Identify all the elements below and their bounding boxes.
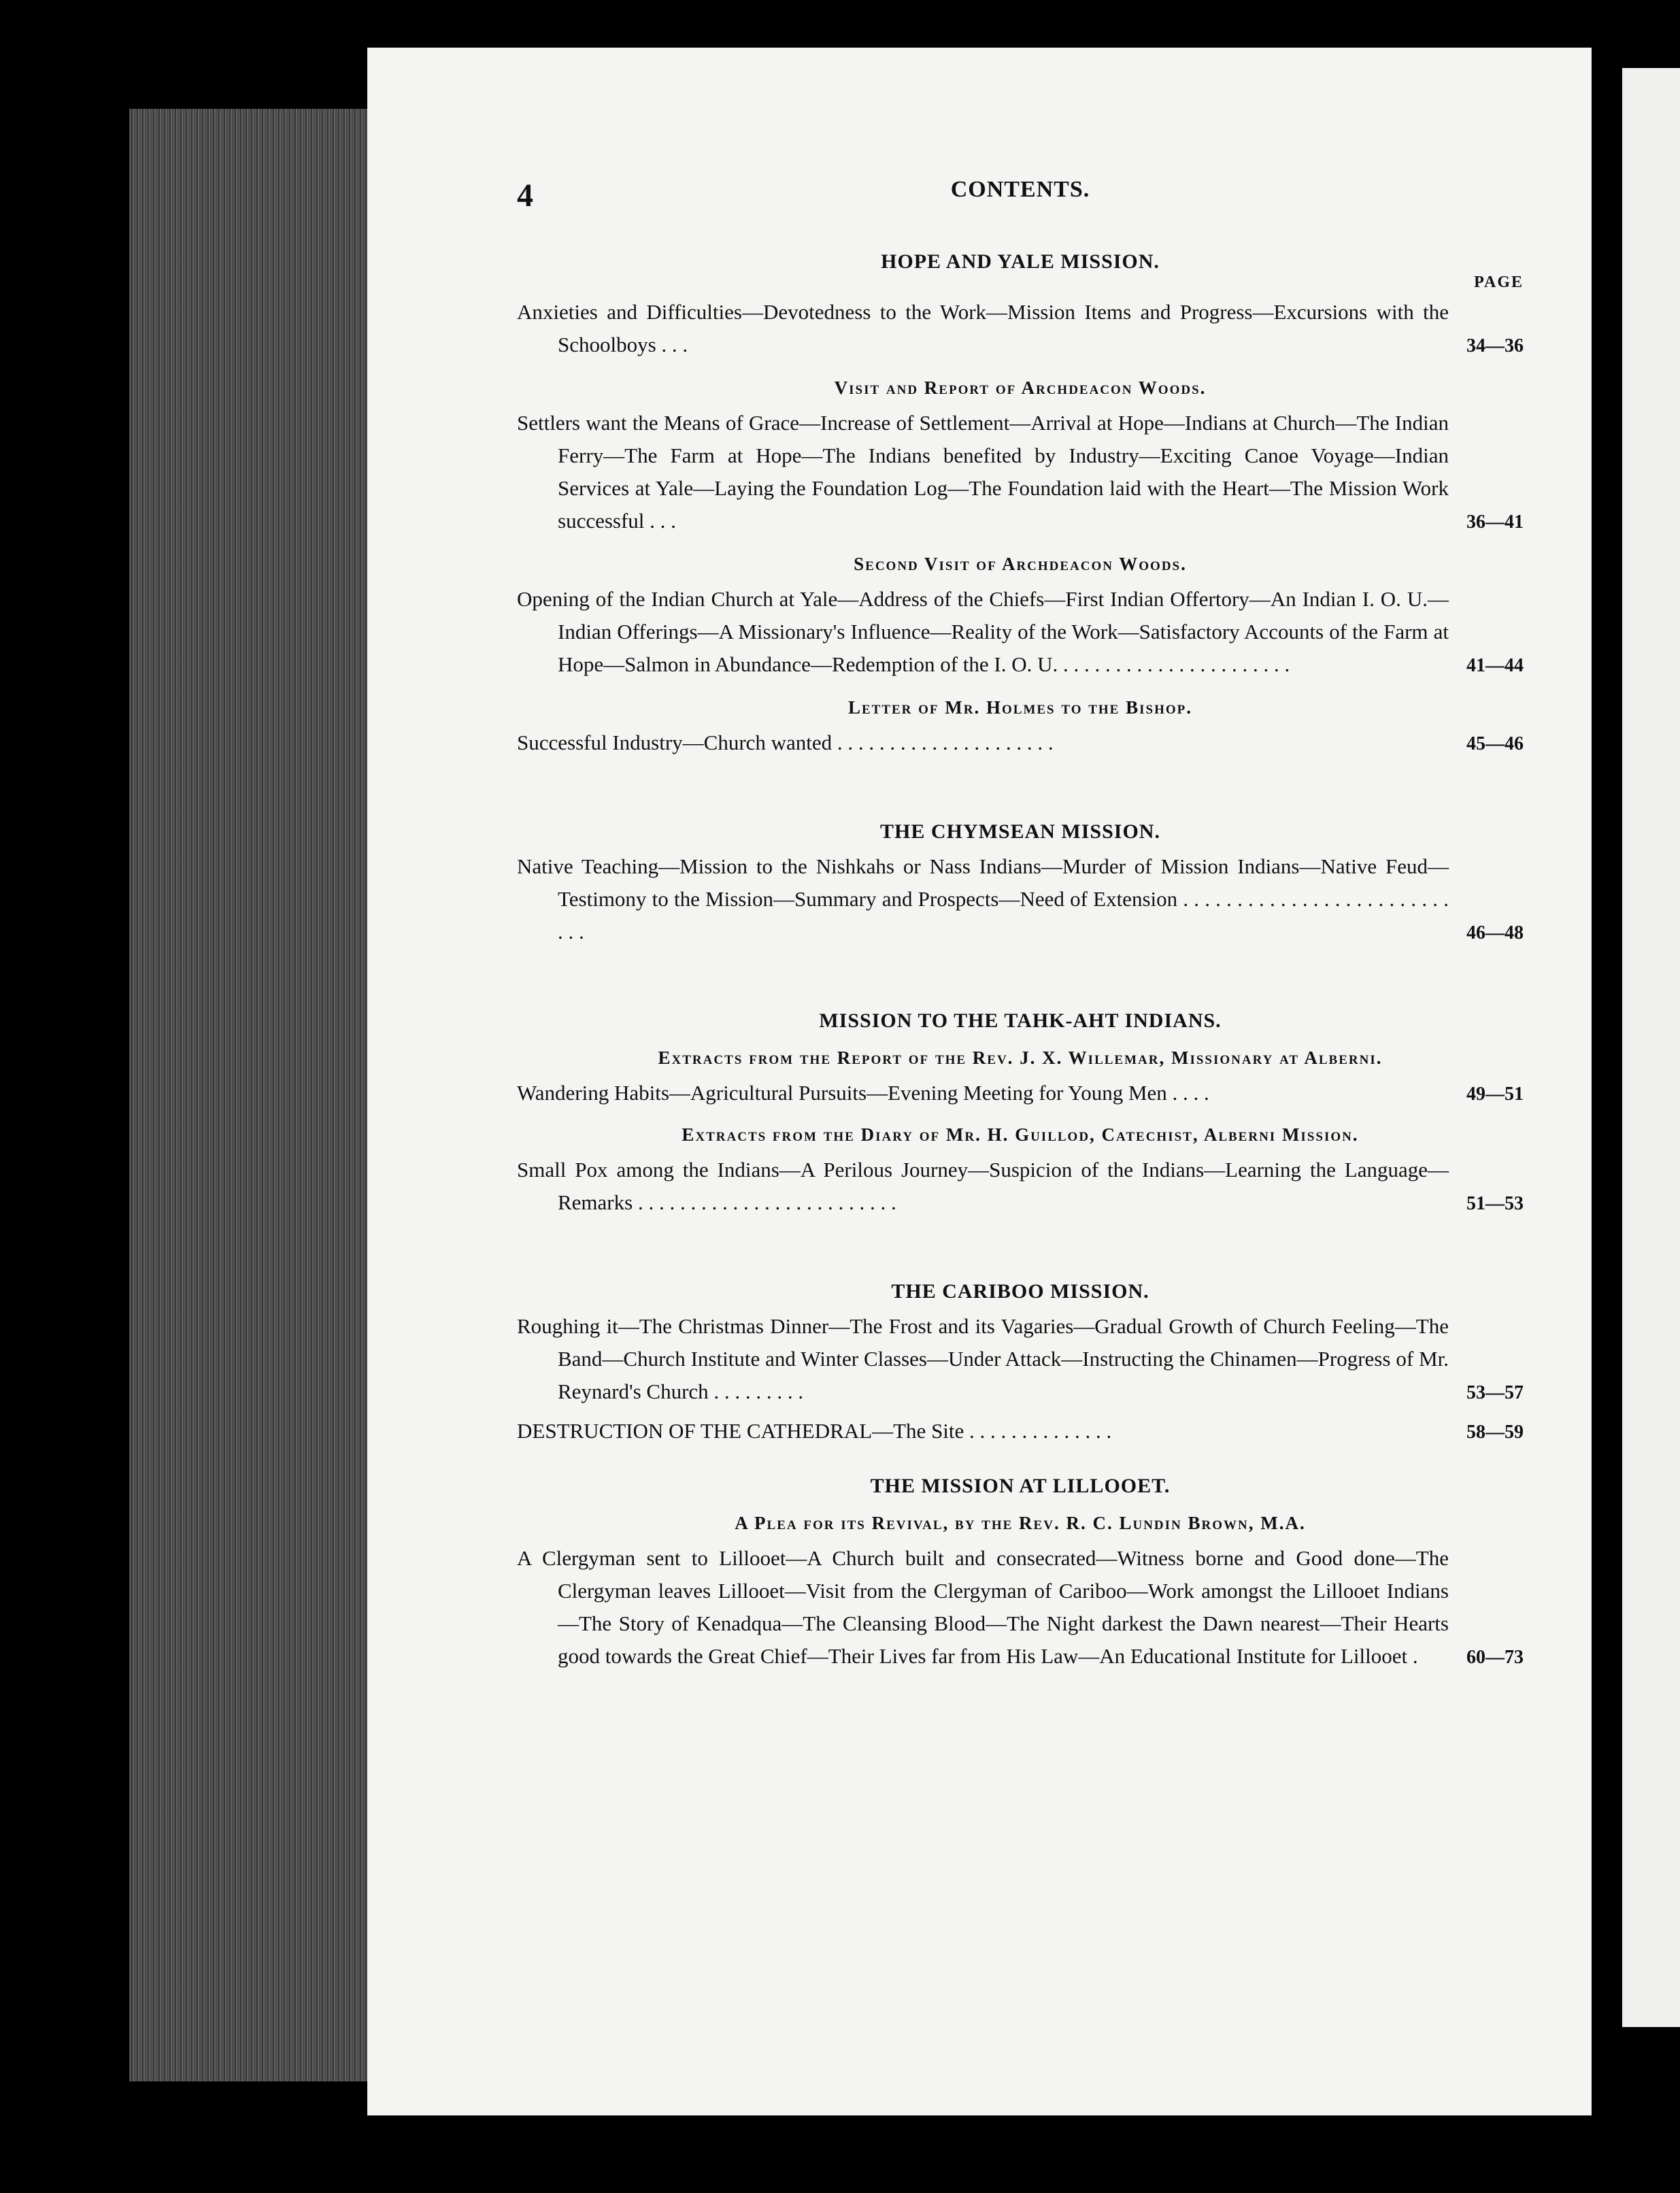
section-subtitle: A Plea for its Revival, by the Rev. R. C. Lundin Brown, M.A. — [735, 1513, 1306, 1533]
entry-text: Small Pox among the Indians—A Perilous Journey—Suspicion of the Indians—Learning the Language—Remarks . . . . . . . . . . . . . . . . . . . . . . . . . — [517, 1158, 1449, 1214]
section-title: THE CHYMSEAN MISSION. — [880, 820, 1160, 843]
contents-section — [517, 1124, 1524, 1219]
entry-text: Wandering Habits—Agricultural Pursuits—Evening Meeting for Young Men . . . . — [517, 1081, 1209, 1105]
contents-section — [517, 820, 1524, 948]
entry-pages: 45—46 — [1466, 733, 1524, 754]
contents-section — [517, 378, 1524, 537]
entry-pages: 60—73 — [1466, 1647, 1524, 1668]
facing-page-edge — [1622, 68, 1680, 2027]
entry-pages: 53—57 — [1466, 1382, 1524, 1403]
section-title: THE CARIBOO MISSION. — [891, 1280, 1149, 1303]
running-head: CONTENTS. — [950, 177, 1090, 202]
contents-section — [517, 250, 1524, 361]
contents-entry — [517, 850, 1524, 948]
entry-pages: 46—48 — [1466, 922, 1524, 943]
entry-pages: 49—51 — [1466, 1084, 1524, 1105]
entry-pages: 36—41 — [1466, 512, 1524, 533]
entry-text: DESTRUCTION OF THE CATHEDRAL—The Site . . . . . . . . . . . . . . — [517, 1419, 1112, 1443]
entry-pages: 34—36 — [1466, 335, 1524, 356]
entry-pages: 51—53 — [1466, 1193, 1524, 1214]
section-title: THE MISSION AT LILLOOET. — [870, 1475, 1171, 1497]
entry-pages: 41—44 — [1466, 655, 1524, 676]
entry-text: Roughing it—The Christmas Dinner—The Frost and its Vagaries—Gradual Growth of Church Feeling—The Band—Church Institute and Winter Classes—Under Attack—Instructing the Chinamen—Progress of Mr. Reynard's Church . . . . . . . . . — [517, 1314, 1449, 1403]
contents-entry — [517, 407, 1524, 537]
page-number: 4 — [517, 178, 533, 214]
section-title: HOPE AND YALE MISSION. — [881, 250, 1160, 273]
section-subtitle: Visit and Report of Archdeacon Woods. — [834, 378, 1207, 398]
contents-entry — [517, 583, 1524, 681]
entry-text: Successful Industry—Church wanted . . . . . . . . . . . . . . . . . . . . . — [517, 731, 1054, 754]
contents-entry — [517, 1310, 1524, 1408]
entry-pages: 58—59 — [1466, 1422, 1524, 1443]
book-page-edges — [129, 109, 371, 2081]
section-subtitle: Extracts from the Diary of Mr. H. Guillod, Catechist, Alberni Mission. — [682, 1124, 1359, 1145]
section-subtitle: Letter of Mr. Holmes to the Bishop. — [847, 697, 1192, 718]
section-title: MISSION TO THE TAHK-AHT INDIANS. — [819, 1009, 1222, 1032]
contents-entry — [517, 296, 1524, 361]
contents-entry — [517, 1542, 1524, 1673]
entry-text: Settlers want the Means of Grace—Increase of Settlement—Arrival at Hope—Indians at Church—The Indian Ferry—The Farm at Hope—The Indians benefited by Industry—Exciting Canoe Voyage—Indian Services at Yale—Laying the Foundation Log—The Foundation laid with the Heart—The Mission Work successful . . . — [517, 411, 1449, 533]
contents-sections — [517, 250, 1524, 1673]
contents-section — [517, 1475, 1524, 1673]
section-subtitle: Second Visit of Archdeacon Woods. — [854, 554, 1187, 574]
contents-page — [517, 177, 1524, 1679]
entry-text: Opening of the Indian Church at Yale—Address of the Chiefs—First Indian Offertory—An Indian I. O. U.—Indian Offerings—A Missionary's Influence—Reality of the Work—Satisfactory Accounts of the Farm at Hope—Salmon in Abundance—Redemption of the I. O. U. . . . . . . . . . . . . . . . . . . . . . . — [517, 587, 1449, 676]
contents-section — [517, 1280, 1524, 1447]
contents-entry — [517, 1415, 1524, 1447]
entry-text: A Clergyman sent to Lillooet—A Church built and consecrated—Witness borne and Good done—The Clergyman leaves Lillooet—Visit from the Clergyman of Cariboo—Work amongst the Lillooet Indians—The Story of Kenadqua—The Cleansing Blood—The Night darkest the Dawn nearest—Their Hearts good towards the Great Chief—Their Lives far from His Law—An Educational Institute for Lillooet . — [517, 1546, 1449, 1668]
entry-text: Anxieties and Difficulties—Devotedness to the Work—Mission Items and Progress—Excursions with the Schoolboys . . . — [517, 300, 1449, 356]
contents-entry — [517, 1077, 1524, 1109]
contents-section — [517, 554, 1524, 681]
page-column-label: PAGE — [1474, 273, 1524, 291]
contents-entry — [517, 1154, 1524, 1219]
section-subtitle: Extracts from the Report of the Rev. J. X. Willemar, Missionary at Alberni. — [658, 1048, 1383, 1068]
entry-text: Native Teaching—Mission to the Nishkahs or Nass Indians—Murder of Mission Indians—Native Feud—Testimony to the Mission—Summary and Prospects—Need of Extension . . . . . . . . . . . . . . . . . . . . . . . . . . . . — [517, 854, 1449, 943]
contents-section — [517, 697, 1524, 759]
contents-entry — [517, 726, 1524, 759]
contents-section — [517, 1009, 1524, 1109]
